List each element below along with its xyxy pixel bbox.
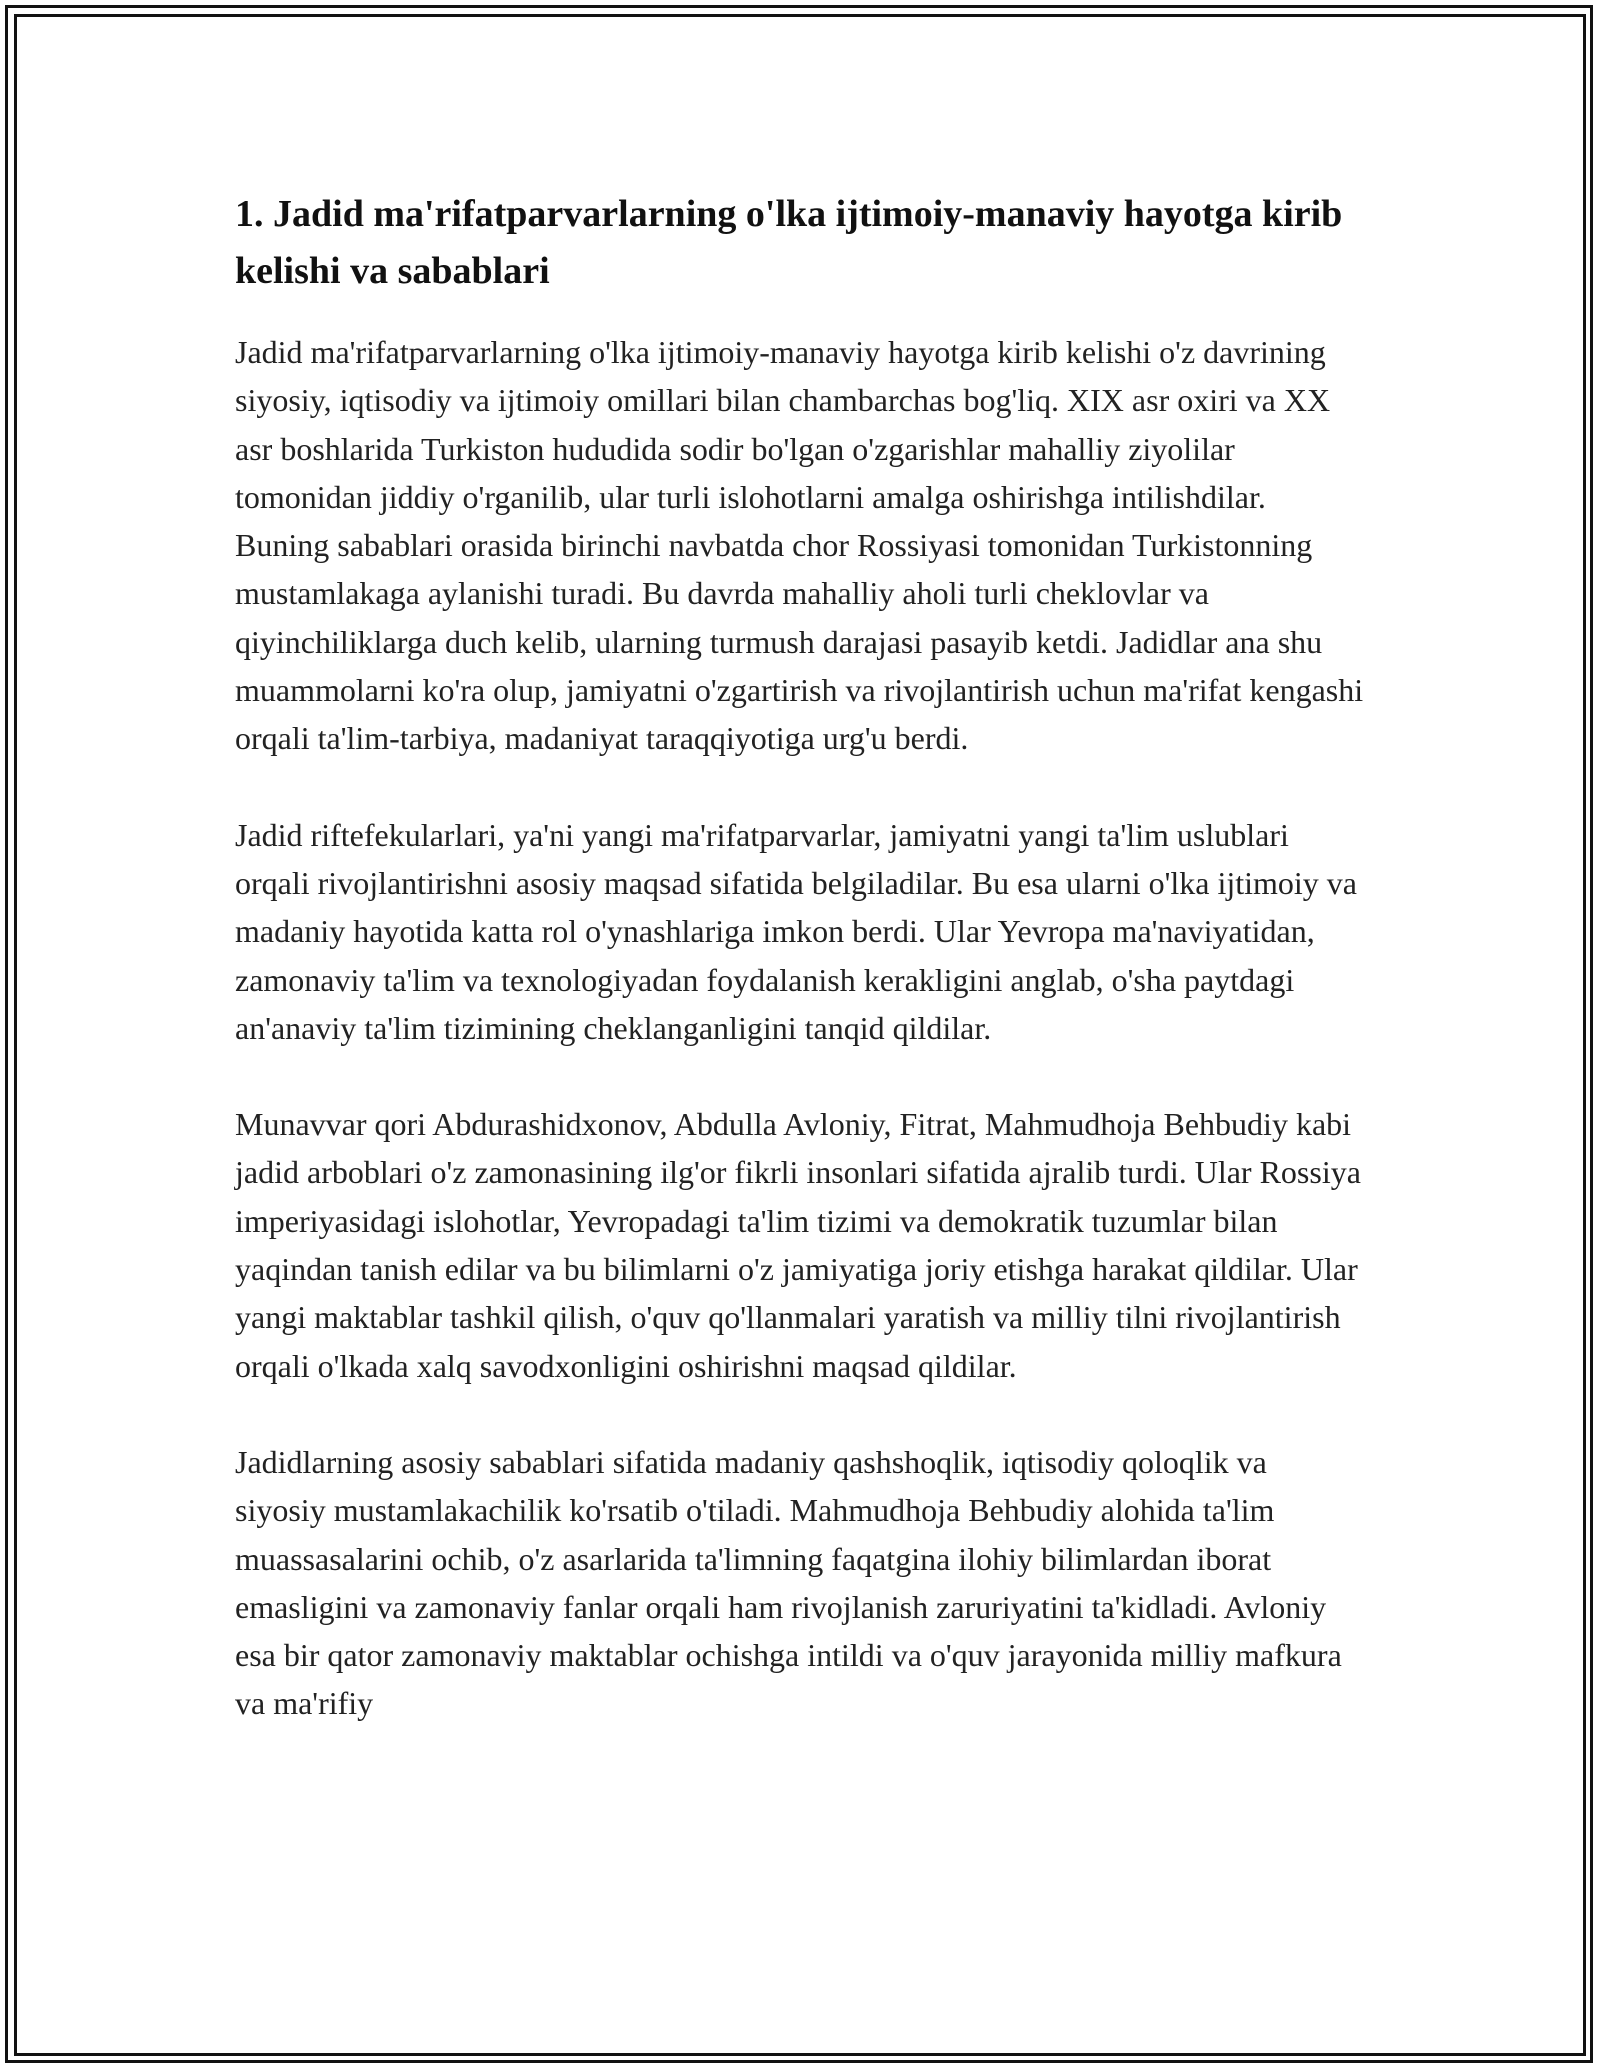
- paragraph-3: Munavvar qori Abdurashidxonov, Abdulla Avloniy, Fitrat, Mahmudhoja Behbudiy kabi jadid arboblari o'z zamonasining ilg'or fikrli insonlari sifatida ajralib turdi. Ular Rossiya imperiyasidagi islohotlar, Yevropadagi ta'lim tizimi va demokratik tuzumlar bilan yaqindan tanish edilar va bu bilimlarni o'z jamiyatiga joriy etishga harakat qildilar. Ular yangi maktablar tashkil qilish, o'quv qo'llanmalari yaratish va milliy tilni rivojlantirish orqali o'lkada xalq savodxonligini oshirishni maqsad qildilar.: [235, 1106, 1361, 1384]
- section-heading: 1. Jadid ma'rifatparvarlarning o'lka ijtimoiy-manaviy hayotga kirib kelishi va sabablari: [235, 193, 1343, 292]
- paragraph-4: Jadidlarning asosiy sabablari sifatida madaniy qashshoqlik, iqtisodiy qoloqlik va siyosiy mustamlakachilik ko'rsatib o'tiladi. Mahmudhoja Behbudiy alohida ta'lim muassasalarini ochib, o'z asarlarida ta'limning faqatgina ilohiy bilimlardan iborat emasligini va zamonaviy fanlar orqali ham rivojlanish zaruriyatini ta'kidladi. Avloniy esa bir qator zamonaviy maktablar ochishga intildi va o'quv jarayonida milliy mafkura va ma'rifiy: [235, 1443, 1342, 1722]
- document-body: [235, 186, 1365, 1776]
- paragraph-2: Jadid riftefekularlari, ya'ni yangi ma'rifatparvarlar, jamiyatni yangi ta'lim uslublari orqali rivojlantirishni asosiy maqsad sifatida belgiladilar. Bu esa ularni o'lka ijtimoiy va madaniy hayotida katta rol o'ynashlariga imkon berdi. Ular Yevropa ma'naviyatidan, zamonaviy ta'lim va texnologiyadan foydalanish kerakligini anglab, o'sha paytdagi an'anaviy ta'lim tizimining cheklanganligini tanqid qildilar.: [235, 816, 1357, 1046]
- paragraph-1: Jadid ma'rifatparvarlarning o'lka ijtimoiy-manaviy hayotga kirib kelishi o'z davrining siyosiy, iqtisodiy va ijtimoiy omillari bilan chambarchas bog'liq. XIX asr oxiri va XX asr boshlarida Turkiston hududida sodir bo'lgan o'zgarishlar mahalliy ziyolilar tomonidan jiddiy o'rganilib, ular turli islohotlarni amalga oshirishga intilishdilar. Buning sabablari orasida birinchi navbatda chor Rossiyasi tomonidan Turkistonning mustamlakaga aylanishi turadi. Bu davrda mahalliy aholi turli cheklovlar va qiyinchiliklarga duch kelib, ularning turmush darajasi pasayib ketdi. Jadidlar ana shu muammolarni ko'ra olup, jamiyatni o'zgartirish va rivojlantirish uchun ma'rifat kengashi orqali ta'lim-tarbiya, madaniyat taraqqiyotiga urg'u berdi.: [235, 334, 1364, 757]
